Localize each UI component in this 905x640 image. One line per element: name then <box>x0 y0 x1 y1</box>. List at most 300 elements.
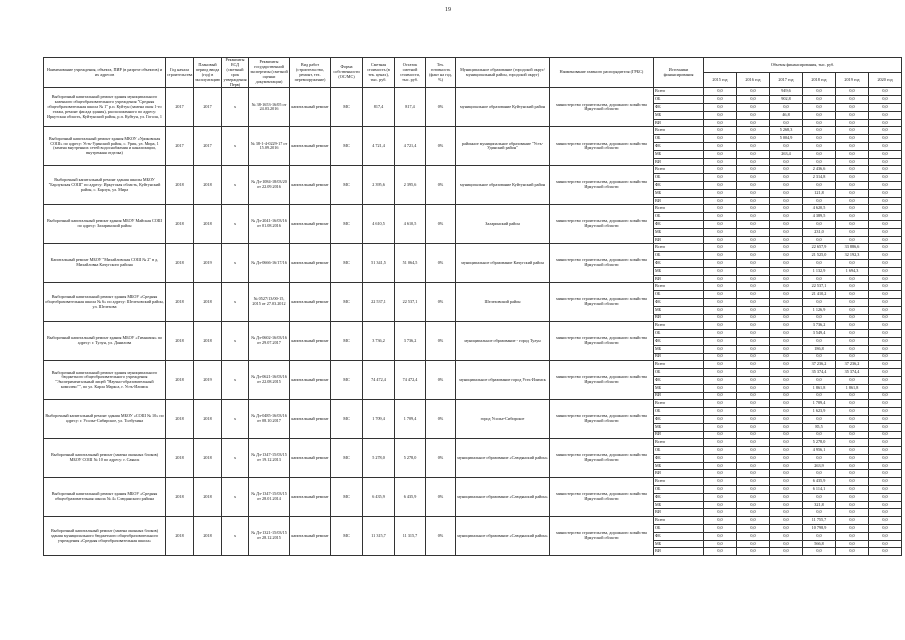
cell-amount: 0,0 <box>737 439 770 447</box>
cell-amount: 1 861,8 <box>803 384 836 392</box>
table-row <box>44 322 902 330</box>
cell-amount: 11 755,7 <box>803 517 836 525</box>
cell-amount: 0,0 <box>869 337 902 345</box>
cell-amount: 0,0 <box>803 127 836 135</box>
cell-readiness: 0% <box>426 322 456 361</box>
cell-doc: № Дз-0621-16/03/16 от 22.08.2015 <box>249 361 290 400</box>
cell-name: Выборочный капитальный ремонт здания муниципального бюджетного общеобразовательного учреждения "Экспериментальный лицей "Научно-образовательный комплекс"", по ул. Карла Маркса, г. Усть-Илимск <box>44 361 166 400</box>
cell-amount: 0,0 <box>869 244 902 252</box>
cell-amount: 0,0 <box>704 88 737 96</box>
cell-amount: 0,0 <box>869 88 902 96</box>
cell-source: ФБ <box>654 259 704 267</box>
cell-amount: 0,0 <box>704 127 737 135</box>
cell-amount: 0,0 <box>704 306 737 314</box>
cell-amount: 0,0 <box>869 454 902 462</box>
cell-property: МС <box>331 361 363 400</box>
cell-source: ФБ <box>654 298 704 306</box>
cell-amount: 0,0 <box>836 104 869 112</box>
cell-amount: 0,0 <box>836 493 869 501</box>
cell-amount: 0,0 <box>836 509 869 517</box>
cell-amount: 0,0 <box>836 517 869 525</box>
header-year: 2020 год <box>869 73 902 88</box>
cell-amount: 0,0 <box>737 291 770 299</box>
cell-amount: 0,0 <box>704 330 737 338</box>
cell-amount: 0,0 <box>737 166 770 174</box>
cell-doc: № 0527/13/00-15, 2015 от 27.03.2012 <box>249 283 290 322</box>
cell-property: МС <box>331 244 363 283</box>
cell-cost: 5 278,0 <box>363 439 395 478</box>
cell-amount: 0,0 <box>869 353 902 361</box>
cell-source: ФБ <box>654 104 704 112</box>
cell-amount: 0,0 <box>836 478 869 486</box>
cell-amount: 0,0 <box>869 493 902 501</box>
cell-amount: 0,0 <box>836 182 869 190</box>
cell-doc: № Дз-1321-15/03/15 от 28.12.2015 <box>249 517 290 556</box>
cell-amount: 6 114,1 <box>803 486 836 494</box>
cell-readiness: 0% <box>426 88 456 127</box>
cell-amount: 0,0 <box>770 470 803 478</box>
cell-amount: 0,0 <box>836 337 869 345</box>
cell-amount: 0,0 <box>770 291 803 299</box>
cell-amount: 0,0 <box>869 501 902 509</box>
cell-amount: 0,0 <box>737 423 770 431</box>
cell-property: МС <box>331 283 363 322</box>
cell-source: ВИ <box>654 470 704 478</box>
cell-amount: 0,0 <box>770 517 803 525</box>
cell-remaining: 3 736,2 <box>395 322 426 361</box>
cell-amount: 0,0 <box>770 431 803 439</box>
cell-amount: 0,0 <box>869 525 902 533</box>
cell-amount: 0,0 <box>737 470 770 478</box>
cell-amount: 0,0 <box>869 384 902 392</box>
cell-amount: 0,0 <box>836 220 869 228</box>
cell-amount: 0,0 <box>836 213 869 221</box>
cell-amount: 0,0 <box>704 96 737 104</box>
cell-type: капитальный ремонт <box>290 166 331 205</box>
header-remaining: Остаток сметной стоимости, тыс. руб. <box>395 58 426 88</box>
cell-amount: 0,0 <box>737 501 770 509</box>
cell-municipality: муниципальное образование Куйтунский район <box>456 166 550 205</box>
cell-amount: 0,0 <box>770 283 803 291</box>
cell-amount: 0,0 <box>737 345 770 353</box>
header-distributor: Наименование главного распорядителя (ГРБС) <box>550 58 654 88</box>
cell-source: ОБ <box>654 213 704 221</box>
page-number: 19 <box>445 7 451 13</box>
cell-amount: 0,0 <box>704 166 737 174</box>
cell-amount: 0,0 <box>869 431 902 439</box>
cell-amount: 0,0 <box>869 415 902 423</box>
cell-amount: 0,0 <box>704 540 737 548</box>
table-row <box>44 361 902 369</box>
cell-municipality: муниципальное образование «Слюдянский район» <box>456 439 550 478</box>
cell-amount: 0,0 <box>704 267 737 275</box>
cell-source: МБ <box>654 228 704 236</box>
cell-amount: 0,0 <box>803 275 836 283</box>
cell-amount: 0,0 <box>770 548 803 556</box>
cell-amount: 0,0 <box>737 517 770 525</box>
cell-amount: 0,0 <box>704 361 737 369</box>
cell-name: Выборочный капитальный ремонт здания МБОУ «Гимназия» по адресу: г. Тулун, ул. Данилова <box>44 322 166 361</box>
cell-remaining: 817,4 <box>395 88 426 127</box>
cell-amount: 0,0 <box>704 275 737 283</box>
cell-remaining: 4 610,5 <box>395 205 426 244</box>
cell-year-end: 2019 <box>194 244 222 283</box>
cell-amount: 0,0 <box>737 509 770 517</box>
cell-amount: 0,0 <box>836 353 869 361</box>
cell-amount: 0,0 <box>770 267 803 275</box>
cell-amount: 0,0 <box>770 376 803 384</box>
cell-amount: 0,0 <box>737 322 770 330</box>
cell-amount: 0,0 <box>869 462 902 470</box>
cell-amount: 0,0 <box>803 509 836 517</box>
cell-amount: 0,0 <box>737 259 770 267</box>
cell-source: МБ <box>654 384 704 392</box>
cell-amount: 0,0 <box>836 462 869 470</box>
cell-amount: 22 657,9 <box>803 244 836 252</box>
cell-amount: 0,0 <box>704 220 737 228</box>
cell-amount: 0,0 <box>770 384 803 392</box>
cell-name: Капитальный ремонт МБОУ "Михайловская СОШ № 2" в д. Михайловка Качугского района <box>44 244 166 283</box>
cell-amount: 0,0 <box>737 493 770 501</box>
cell-cost: 1 709,4 <box>363 400 395 439</box>
cell-amount: 0,0 <box>704 228 737 236</box>
cell-amount: 0,0 <box>704 532 737 540</box>
cell-amount: 0,0 <box>770 220 803 228</box>
cell-amount: 4 620,5 <box>803 205 836 213</box>
cell-amount: 0,0 <box>869 135 902 143</box>
table-row <box>44 166 902 174</box>
cell-amount: 0,0 <box>737 96 770 104</box>
cell-amount: 0,0 <box>803 259 836 267</box>
cell-amount: 0,0 <box>836 470 869 478</box>
cell-amount: 0,0 <box>836 408 869 416</box>
cell-amount: 0,0 <box>704 135 737 143</box>
cell-source: ОБ <box>654 135 704 143</box>
cell-readiness: 0% <box>426 439 456 478</box>
cell-amount: 35 374,4 <box>836 369 869 377</box>
cell-year-start: 2018 <box>166 283 194 322</box>
cell-source: Всего <box>654 322 704 330</box>
cell-amount: 0,0 <box>704 150 737 158</box>
header-esd: Реквизиты ЕСД (сметный срок утверждения Перв) <box>223 57 247 87</box>
cell-name: Выборочный капитальный ремонт (замена оконных блоков) здания муниципального бюджетного общеобразовательного учреждения «Средняя общеобразовательная школа» <box>44 517 166 556</box>
cell-amount: 0,0 <box>737 548 770 556</box>
cell-amount: 0,0 <box>704 205 737 213</box>
cell-amount: 0,0 <box>770 509 803 517</box>
cell-amount: 0,0 <box>803 548 836 556</box>
cell-esd: х <box>222 478 249 517</box>
cell-amount: 46,8 <box>770 111 803 119</box>
cell-name: Выборочный капитальный ремонт здания МБОУ «СОШ № 10» по адресу: г. Усолье-Сибирское, ул. Толбухина <box>44 400 166 439</box>
cell-source: Всего <box>654 478 704 486</box>
cell-amount: 0,0 <box>770 104 803 112</box>
cell-amount: 0,0 <box>869 174 902 182</box>
cell-amount: 0,0 <box>737 189 770 197</box>
cell-esd: х <box>222 322 249 361</box>
cell-amount: 0,0 <box>869 127 902 135</box>
cell-amount: 186,8 <box>803 345 836 353</box>
cell-amount: 0,0 <box>869 291 902 299</box>
cell-amount: 5 278,0 <box>803 439 836 447</box>
cell-amount: 0,0 <box>803 150 836 158</box>
header-municipality: Муниципальное образование (городской округ/муниципальный район, городской округ) <box>456 58 550 88</box>
cell-source: Всего <box>654 400 704 408</box>
cell-amount: 0,0 <box>737 384 770 392</box>
table-row <box>44 127 902 135</box>
cell-amount: 0,0 <box>770 205 803 213</box>
cell-amount: 0,0 <box>836 501 869 509</box>
cell-amount: 0,0 <box>704 400 737 408</box>
cell-amount: 0,0 <box>770 228 803 236</box>
cell-amount: 0,0 <box>836 454 869 462</box>
cell-amount: 0,0 <box>704 119 737 127</box>
cell-source: ОБ <box>654 486 704 494</box>
cell-amount: 0,0 <box>869 150 902 158</box>
cell-amount: 0,0 <box>803 88 836 96</box>
cell-year-start: 2018 <box>166 205 194 244</box>
cell-distributor: министерство строительства, дорожного хозяйства Иркутской области <box>550 478 654 517</box>
cell-amount: 0,0 <box>869 283 902 291</box>
cell-amount: 0,0 <box>770 478 803 486</box>
cell-esd: х <box>222 400 249 439</box>
cell-amount: 0,0 <box>836 314 869 322</box>
cell-amount: 4 389,5 <box>803 213 836 221</box>
cell-year-start: 2018 <box>166 244 194 283</box>
cell-amount: 949,6 <box>770 88 803 96</box>
cell-amount: 0,0 <box>704 486 737 494</box>
cell-property: МС <box>331 322 363 361</box>
cell-source: Всего <box>654 517 704 525</box>
cell-amount: 0,0 <box>836 423 869 431</box>
header-year-end: Плановый период ввода (год) в эксплуатацию <box>194 58 222 88</box>
cell-source: МБ <box>654 111 704 119</box>
cell-esd: х <box>222 439 249 478</box>
cell-amount: 0,0 <box>836 486 869 494</box>
cell-amount: 0,0 <box>704 478 737 486</box>
cell-amount: 0,0 <box>836 330 869 338</box>
cell-amount: 0,0 <box>803 532 836 540</box>
cell-amount: 0,0 <box>869 423 902 431</box>
cell-amount: 0,0 <box>803 236 836 244</box>
cell-amount: 0,0 <box>770 369 803 377</box>
cell-amount: 0,0 <box>737 525 770 533</box>
cell-source: Всего <box>654 205 704 213</box>
cell-source: ВИ <box>654 314 704 322</box>
cell-amount: 22 537,1 <box>803 283 836 291</box>
cell-amount: 0,0 <box>737 306 770 314</box>
cell-amount: 0,0 <box>836 532 869 540</box>
table-row <box>44 400 902 408</box>
cell-amount: 0,0 <box>704 291 737 299</box>
cell-amount: 0,0 <box>737 197 770 205</box>
cell-readiness: 0% <box>426 283 456 322</box>
cell-amount: 0,0 <box>770 462 803 470</box>
cell-amount: 0,0 <box>836 345 869 353</box>
cell-amount: 0,0 <box>869 111 902 119</box>
cell-amount: 0,0 <box>737 158 770 166</box>
table-row <box>44 244 902 252</box>
cell-source: ОБ <box>654 525 704 533</box>
cell-amount: 0,0 <box>704 525 737 533</box>
cell-amount: 0,0 <box>770 166 803 174</box>
cell-amount: 0,0 <box>737 532 770 540</box>
cell-remaining: 6 435,9 <box>395 478 426 517</box>
cell-property: МС <box>331 166 363 205</box>
cell-amount: 0,0 <box>836 540 869 548</box>
cell-amount: 0,0 <box>869 548 902 556</box>
cell-amount: 0,0 <box>803 119 836 127</box>
cell-amount: 0,0 <box>836 392 869 400</box>
cell-amount: 0,0 <box>869 400 902 408</box>
cell-year-end: 2018 <box>194 517 222 556</box>
cell-amount: 0,0 <box>704 384 737 392</box>
cell-amount: 0,0 <box>737 462 770 470</box>
cell-type: капитальный ремонт <box>290 439 331 478</box>
cell-amount: 0,0 <box>836 111 869 119</box>
cell-amount: 1 861,8 <box>836 384 869 392</box>
cell-amount: 0,0 <box>737 337 770 345</box>
cell-amount: 0,0 <box>737 486 770 494</box>
cell-esd: х <box>222 283 249 322</box>
cell-readiness: 0% <box>426 478 456 517</box>
cell-amount: 0,0 <box>704 423 737 431</box>
cell-amount: 0,0 <box>803 353 836 361</box>
cell-amount: 0,0 <box>704 322 737 330</box>
cell-cost: 22 537,1 <box>363 283 395 322</box>
cell-amount: 0,0 <box>704 431 737 439</box>
cell-readiness: 0% <box>426 400 456 439</box>
cell-amount: 0,0 <box>737 182 770 190</box>
cell-amount: 0,0 <box>869 267 902 275</box>
cell-source: Всего <box>654 283 704 291</box>
cell-amount: 0,0 <box>869 298 902 306</box>
cell-name: Выборочный капитальный ремонт здания МБОУ «Средняя общеобразовательная школа № 6» по адресу: Шелеховский район, ул. Шелехова <box>44 283 166 322</box>
cell-amount: 0,0 <box>737 143 770 151</box>
cell-amount: 1 623,9 <box>803 408 836 416</box>
cell-amount: 0,0 <box>869 408 902 416</box>
cell-municipality: муниципальное образование Качугский район <box>456 244 550 283</box>
cell-cost: 817,4 <box>363 88 395 127</box>
cell-amount: 0,0 <box>704 104 737 112</box>
cell-source: Всего <box>654 439 704 447</box>
cell-amount: 0,0 <box>737 174 770 182</box>
cell-amount: 0,0 <box>869 96 902 104</box>
cell-doc: № Дз-0666-16/17/16 <box>249 244 290 283</box>
cell-year-start: 2018 <box>166 439 194 478</box>
cell-amount: 0,0 <box>869 158 902 166</box>
cell-amount: 0,0 <box>869 478 902 486</box>
cell-amount: 0,0 <box>869 322 902 330</box>
cell-amount: 0,0 <box>836 197 869 205</box>
cell-property: МС <box>331 439 363 478</box>
cell-source: ВИ <box>654 548 704 556</box>
table-row <box>44 88 902 96</box>
cell-amount: 0,0 <box>869 306 902 314</box>
cell-amount: 0,0 <box>770 361 803 369</box>
cell-year-start: 2018 <box>166 400 194 439</box>
cell-doc: № Дз-1084-18/03/20 от 22.09.2016 <box>249 166 290 205</box>
cell-doc: № Дз-1347-15/03/15 от 28.01.2014 <box>249 478 290 517</box>
cell-amount: 0,0 <box>770 213 803 221</box>
cell-amount: 0,0 <box>836 259 869 267</box>
cell-amount: 0,0 <box>770 532 803 540</box>
cell-year-start: 2017 <box>166 127 194 166</box>
cell-distributor: министерство строительства, дорожного хозяйства Иркутской области <box>550 283 654 322</box>
cell-amount: 0,0 <box>803 96 836 104</box>
cell-year-end: 2018 <box>194 166 222 205</box>
cell-amount: 0,0 <box>704 415 737 423</box>
cell-source: ОБ <box>654 330 704 338</box>
cell-municipality: муниципальное образование - город Тулун <box>456 322 550 361</box>
cell-amount: 32 192,3 <box>836 252 869 260</box>
cell-amount: 0,0 <box>737 220 770 228</box>
table-body <box>44 88 902 556</box>
cell-year-end: 2018 <box>194 322 222 361</box>
cell-year-start: 2018 <box>166 361 194 400</box>
cell-doc: № Дз-2041-16/03/16 от 01.08.2016 <box>249 205 290 244</box>
cell-amount: 0,0 <box>869 236 902 244</box>
cell-doc: № Дз-1347-15/03/15 от 19.12.2013 <box>249 439 290 478</box>
cell-readiness: 0% <box>426 361 456 400</box>
cell-amount: 0,0 <box>836 291 869 299</box>
cell-amount: 0,0 <box>770 197 803 205</box>
cell-amount: 2 314,8 <box>803 174 836 182</box>
cell-amount: 0,0 <box>869 517 902 525</box>
cell-municipality: районное муниципальное образование "Усть-Удинский район" <box>456 127 550 166</box>
cell-property: МС <box>331 400 363 439</box>
cell-amount: 0,0 <box>803 392 836 400</box>
cell-amount: 0,0 <box>869 392 902 400</box>
cell-readiness: 0% <box>426 244 456 283</box>
cell-amount: 0,0 <box>737 540 770 548</box>
cell-distributor: министерство строительства, дорожного хозяйства Иркутской области <box>550 361 654 400</box>
cell-source: ВИ <box>654 509 704 517</box>
cell-property: МС <box>331 88 363 127</box>
cell-source: ФБ <box>654 337 704 345</box>
cell-amount: 37 236,2 <box>803 361 836 369</box>
cell-amount: 0,0 <box>836 447 869 455</box>
cell-amount: 0,0 <box>770 423 803 431</box>
header-type: Вид работ (строительство, ремонт, тех. перевооружение) <box>290 58 331 88</box>
cell-amount: 0,0 <box>836 205 869 213</box>
header-year: 2015 год <box>704 73 737 88</box>
cell-source: МБ <box>654 306 704 314</box>
cell-source: ВИ <box>654 431 704 439</box>
cell-doc: № 38-1-4-0229-17 от 15.09.2016 <box>249 127 290 166</box>
cell-municipality: город Усолье-Сибирское <box>456 400 550 439</box>
cell-amount: 0,0 <box>836 298 869 306</box>
table-row <box>44 478 902 486</box>
cell-amount: 0,0 <box>704 392 737 400</box>
cell-amount: 0,0 <box>869 345 902 353</box>
cell-source: ОБ <box>654 174 704 182</box>
cell-source: ФБ <box>654 182 704 190</box>
cell-amount: 0,0 <box>770 259 803 267</box>
cell-source: ФБ <box>654 220 704 228</box>
cell-amount: 0,0 <box>737 415 770 423</box>
cell-year-start: 2018 <box>166 478 194 517</box>
cell-cost: 74 472,4 <box>363 361 395 400</box>
cell-amount: 0,0 <box>869 252 902 260</box>
table-row <box>44 439 902 447</box>
cell-esd: х <box>222 205 249 244</box>
cell-amount: 0,0 <box>737 447 770 455</box>
cell-amount: 0,0 <box>737 267 770 275</box>
cell-amount: 0,0 <box>770 454 803 462</box>
cell-amount: 1 126,9 <box>803 306 836 314</box>
cell-amount: 0,0 <box>869 205 902 213</box>
cell-amount: 0,0 <box>869 189 902 197</box>
